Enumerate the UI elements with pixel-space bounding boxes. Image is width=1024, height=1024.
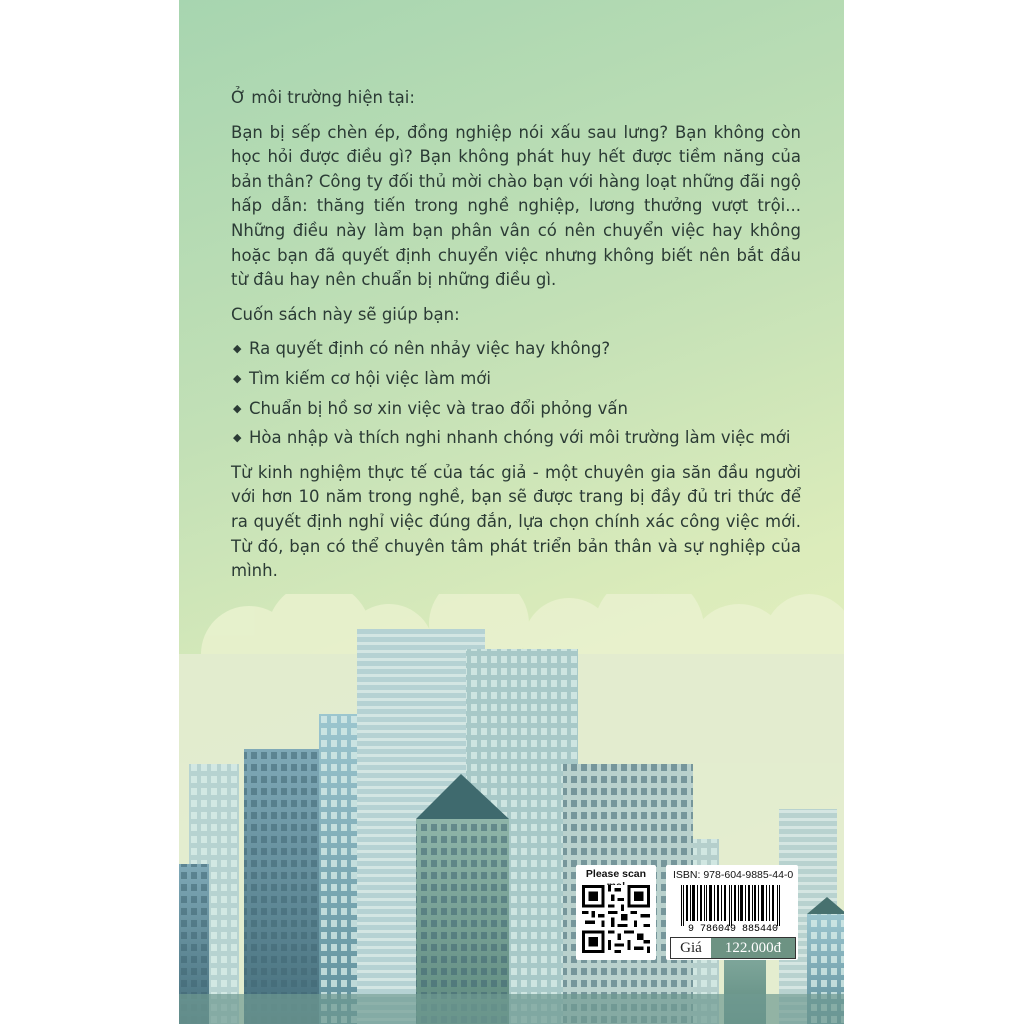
qr-card	[576, 865, 656, 960]
diamond-bullet-icon: ◆	[233, 371, 242, 385]
qr-code-icon[interactable]	[582, 885, 650, 953]
benefit-list	[231, 337, 801, 450]
list-item	[231, 337, 801, 362]
qr-caption: Please scan	[585, 868, 647, 880]
isbn-number: ISBN: 978-604-9885-44-0	[673, 869, 794, 881]
price-label: Giá	[680, 940, 702, 956]
list-item	[231, 397, 801, 422]
list-item	[231, 426, 801, 451]
price-value: 122.000đ	[711, 938, 795, 958]
diamond-bullet-icon: ◆	[233, 431, 242, 445]
paragraph-problem: Bạn bị sếp chèn ép, đồng nghiệp nói xấu sau lưng? Bạn không còn học hỏi được điều gì? Bạn không phát huy hết được tiềm năng của bản thân? Công ty đối thủ mời chào bạn với hàng loạt những đãi ngộ hấp dẫn: thăng tiến trong nghề nghiệp, lương thưởng vượt trội... Những điều này làm bạn phân vân có nên chuyển việc hay không hoặc bạn đã quyết định chuyển việc nhưng không biết nên bắt đầu từ đâu hay nên chuẩn bị những điều gì.	[231, 122, 801, 290]
price-box	[670, 937, 796, 959]
blurb	[231, 86, 801, 594]
list-item-text: Chuẩn bị hồ sơ xin việc và trao đổi phỏng vấn	[249, 398, 628, 418]
lead-line: Cuốn sách này sẽ giúp bạn:	[231, 304, 460, 324]
barcode-card	[666, 865, 798, 960]
back-cover	[179, 0, 844, 1024]
diamond-bullet-icon: ◆	[233, 401, 242, 415]
list-item	[231, 367, 801, 392]
list-item-text: Hòa nhập và thích nghi nhanh chóng với môi trường làm việc mới	[249, 428, 791, 448]
barcode-digits: 9 786049 885440	[687, 924, 779, 932]
paragraph-author: Từ kinh nghiệm thực tế của tác giả - một chuyên gia săn đầu người với hơn 10 năm trong nghề, bạn sẽ được trang bị đầy đủ tri thức để ra quyết định nghỉ việc đúng đắn, lựa chọn chính xác công việc mới. Từ đó, bạn có thể chuyên tâm phát triển bản thân và sự nghiệp của mình.	[231, 462, 801, 581]
list-item-text: Tìm kiếm cơ hội việc làm mới	[249, 368, 491, 388]
barcode-icon	[677, 885, 789, 932]
list-item-text: Ra quyết định có nên nhảy việc hay không?	[249, 339, 611, 359]
diamond-bullet-icon: ◆	[233, 342, 242, 356]
intro-line: Ở môi trường hiện tại:	[231, 88, 415, 107]
